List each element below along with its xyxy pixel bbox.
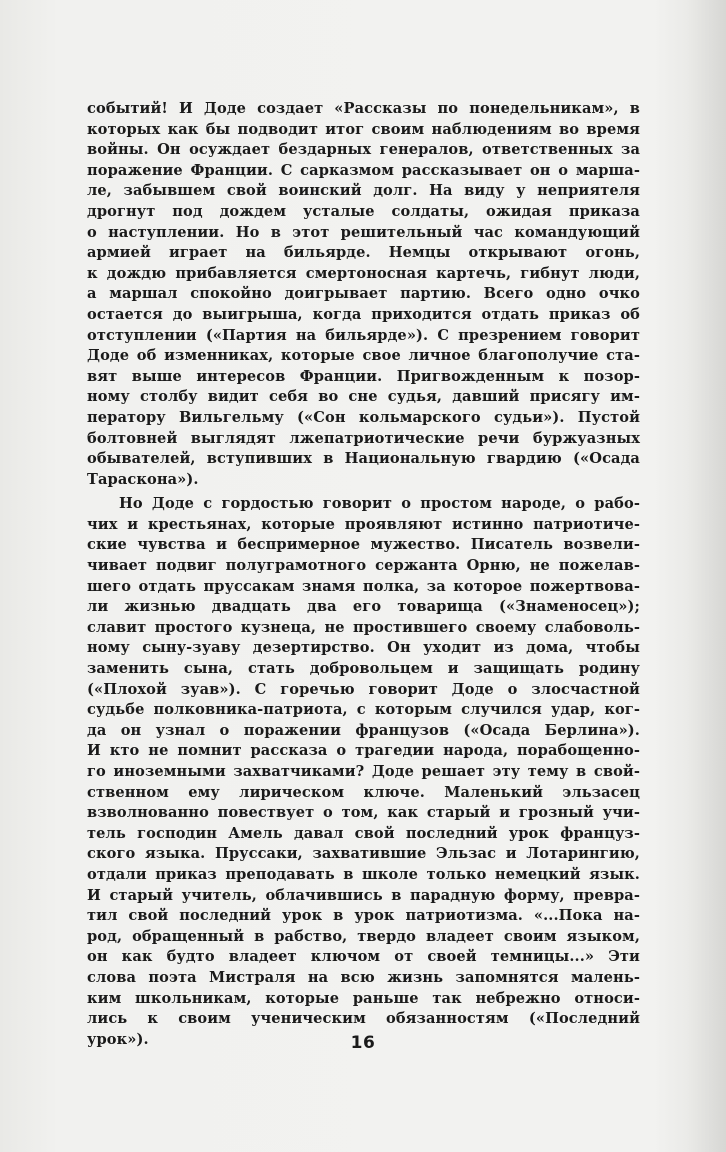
text-line: славит простого кузнеца, не простившего своему слабоволь- [87,618,640,636]
text-line: И кто не помнит рассказа о трагедии народа, порабощенно- [87,742,640,760]
text-line: лись к своим ученическим обязанностям («Последний [87,1010,640,1028]
text-line: армией играет на бильярде. Немцы открывают огонь, [87,244,640,262]
text-line: болтовней выглядят лжепатриотические речи буржуазных [87,429,640,447]
text-line: остается до выигрыша, когда приходится отдать приказ об [87,305,640,323]
paragraph-2 [87,494,640,1050]
text-line: дрогнут под дождем усталые солдаты, ожидая приказа [87,202,640,220]
text-line: о наступлении. Но в этот решительный час командующий [87,223,640,241]
text-line: Доде об изменниках, которые свое личное благополучие ста- [87,347,640,365]
text-line: чих и крестьянах, которые проявляют истинно патриотиче- [87,515,640,533]
text-line: тил свой последний урок в урок патриотизма. «...Пока на- [87,907,640,925]
text-line: войны. Он осуждает бездарных генералов, ответственных за [87,141,640,159]
text-line: Тараскона»). [87,470,199,488]
text-line: которых как бы подводит итог своим наблюдениям во время [87,120,640,138]
text-line: заменить сына, стать добровольцем и защищать родину [87,660,640,678]
text-line: ского языка. Пруссаки, захватившие Эльзас и Лотарингию, [87,845,640,863]
text-line: поражение Франции. С сарказмом рассказывает он о марша- [87,161,640,179]
text-line: взволнованно повествует о том, как старый и грозный учи- [87,804,640,822]
text-line: ким школьникам, которые раньше так небрежно относи- [87,989,640,1007]
text-line: отступлении («Партия на бильярде»). С презрением говорит [87,326,640,344]
text-line: а маршал спокойно доигрывает партию. Всего одно очко [87,285,640,303]
text-line: чивает подвиг полуграмотного сержанта Орню, не пожелав- [87,557,640,575]
text-line: событий! И Доде создает «Рассказы по понедельникам», в [87,100,640,117]
text-line: ному сыну-зуаву дезертирство. Он уходит из дома, чтобы [87,639,640,657]
text-line: ские чувства и беспримерное мужество. Писатель возвели- [87,536,640,554]
text-line: слова поэта Мистраля на всю жизнь запомнятся малень- [87,968,640,986]
text-line: ственном ему лирическом ключе. Маленький эльзасец [87,783,640,801]
page-edge-shadow [686,0,726,1152]
text-line: И старый учитель, облачившись в парадную форму, превра- [87,886,640,904]
text-line: го иноземными захватчиками? Доде решает эту тему в свой- [87,763,640,780]
text-line: урок»). [87,1030,149,1048]
text-line: к дождю прибавляется смертоносная картечь, гибнут люди, [87,264,640,282]
text-line: ли жизнью двадцать два его товарища («Знаменосец»); [87,598,640,616]
text-line: Но Доде с гордостью говорит о простом народе, о рабо- [119,495,640,513]
text-line: отдали приказ преподавать в школе только немецкий язык. [87,865,640,883]
body-text [87,99,640,1050]
text-line: ному столбу видит себя во сне судья, давший присягу им- [87,388,640,406]
text-line: обывателей, вступивших в Национальную гвардию («Осада [87,450,640,468]
text-line: шего отдать пруссакам знамя полка, за которое пожертвова- [87,577,640,595]
text-line: судьбе полковника-патриота, с которым случился удар, ког- [87,701,640,719]
text-line: да он узнал о поражении французов («Осада Берлина»). [87,721,640,739]
page-number: 16 [350,1033,376,1053]
text-line: он как будто владеет ключом от своей темницы...» Эти [87,948,640,966]
text-line: ператору Вильгельму («Сон кольмарского судьи»). Пустой [87,408,640,426]
text-line: род, обращенный в рабство, твердо владеет своим языком, [87,927,640,945]
text-line: вят выше интересов Франции. Пригвожденным к позор- [87,367,640,385]
text-line: ле, забывшем свой воинский долг. На виду у неприятеля [87,182,640,200]
text-line: тель господин Амель давал свой последний урок француз- [87,824,640,842]
text-line: («Плохой зуав»). С горечью говорит Доде о злосчастной [87,680,640,698]
paragraph-1 [87,99,640,490]
